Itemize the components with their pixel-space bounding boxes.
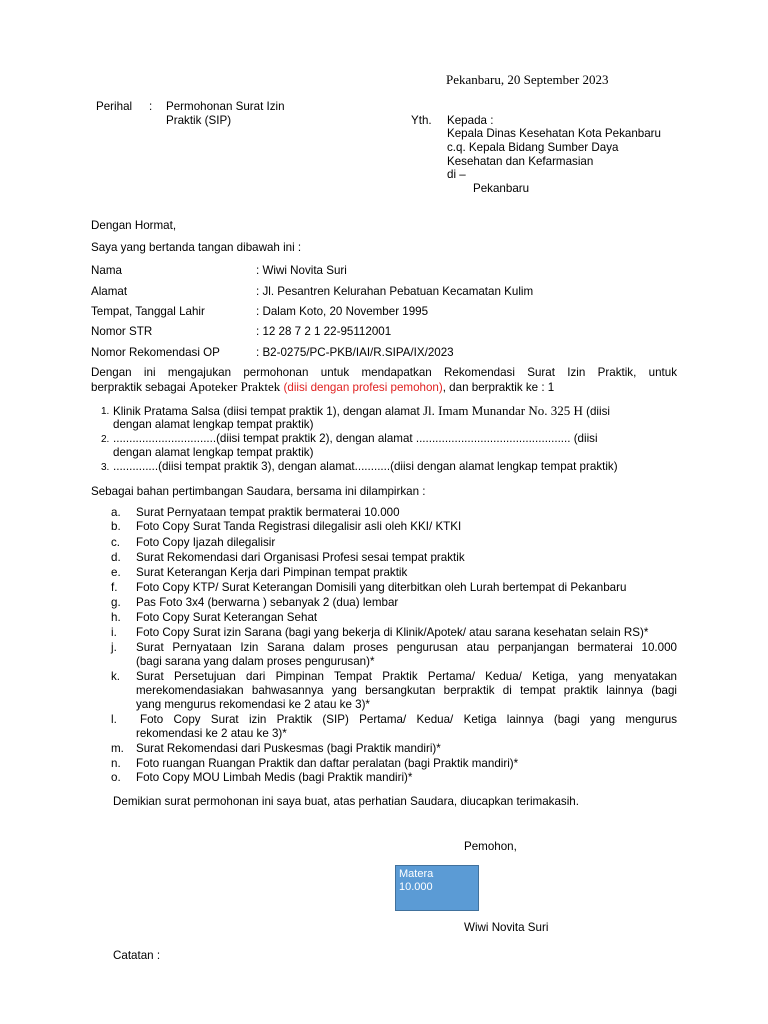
field-value-rekomendasi: : B2-0275/PC-PKB/IAI/R.SIPA/IX/2023 [256, 346, 454, 359]
place-number: 2. [101, 434, 110, 445]
list-marker: o. [111, 771, 121, 784]
request-line-1: Dengan ini mengajukan permohonan untuk mendapatkan Rekomendasi Surat Izin Praktik, untuk [91, 366, 677, 379]
field-label-nama: Nama [91, 264, 122, 277]
list-marker: d. [111, 551, 121, 564]
stamp-line-2: 10.000 [399, 881, 433, 893]
list-item: Surat Rekomendasi dari Puskesmas (bagi Praktik mandiri)* [136, 742, 441, 755]
place-1-text: Klinik Pratama Salsa (diisi tempat praktik 1), dengan alamat [113, 405, 423, 418]
list-item: Foto Copy Surat izin Praktik (SIP) Pertama/ Kedua/ Ketiga lainnya (bagi yang mengurus [140, 713, 677, 726]
greeting: Dengan Hormat, [91, 219, 177, 232]
yth-label: Yth. [411, 114, 432, 127]
note-label: Catatan : [113, 949, 161, 962]
place-1-address: Jl. Imam Munandar No. 325 H [422, 403, 583, 418]
list-item: Pas Foto 3x4 (berwarna ) sebanyak 2 (dua) lembar [136, 596, 399, 609]
place-2-line-2: dengan alamat lengkap tempat praktik) [113, 446, 314, 459]
list-marker: n. [111, 757, 121, 770]
signer-name: Wiwi Novita Suri [464, 921, 549, 934]
list-item: Surat Pernyataan tempat praktik bermaterai 10.000 [136, 506, 400, 519]
letter-date: Pekanbaru, 20 September 2023 [446, 72, 609, 87]
list-item: Surat Pernyataan Izin Sarana dalam proses pengurusan atau perpanjangan bermaterai 10.000 [136, 641, 677, 654]
list-item: Foto ruangan Ruangan Praktik dan daftar peralatan (bagi Praktik mandiri)* [136, 757, 519, 770]
list-marker: c. [111, 536, 121, 549]
recipient-line-4: di – [447, 168, 466, 181]
place-3-address: ........... [354, 460, 391, 473]
recipient-line-1: Kepala Dinas Kesehatan Kota Pekanbaru [447, 127, 661, 140]
recipient-line-3: Kesehatan dan Kefarmasian [447, 155, 594, 168]
list-marker: e. [111, 566, 121, 579]
list-item: Surat Rekomendasi dari Organisasi Profesi sesai tempat praktik [136, 551, 465, 564]
perihal-label: Perihal [96, 100, 133, 113]
list-item-continued: rekomendasi ke 2 atau ke 3)* [136, 727, 287, 740]
list-item: Foto Copy KTP/ Surat Keterangan Domisili yang diterbitkan oleh Lurah bertempat di Pekanbaru [136, 581, 627, 594]
intro-text: Saya yang bertanda tangan dibawah ini : [91, 241, 302, 254]
request-text: berpraktik sebagai [91, 381, 189, 394]
list-marker: f. [111, 581, 118, 594]
materai-stamp [395, 865, 479, 911]
place-2-address: ................................................ [415, 432, 571, 445]
place-3-text: ..............(diisi tempat praktik 3), dengan alamat [113, 460, 355, 473]
list-item: Surat Keterangan Kerja dari Pimpinan tempat praktik [136, 566, 408, 579]
place-1-line-2: dengan alamat lengkap tempat praktik) [113, 418, 314, 431]
perihal-colon: : [149, 100, 153, 113]
list-marker: m. [111, 742, 124, 755]
field-value-nama: : Wiwi Novita Suri [256, 264, 347, 277]
field-label-rekomendasi: Nomor Rekomendasi OP [91, 346, 220, 359]
place-number: 3. [101, 462, 110, 473]
list-item-continued: (bagi sarana yang dalam proses pengurusan)* [136, 655, 375, 668]
kepada-label: Kepada : [447, 114, 494, 127]
list-marker: h. [111, 611, 121, 624]
pemohon-label: Pemohon, [464, 840, 517, 853]
profession-hint: (diisi dengan profesi pemohon) [280, 381, 443, 394]
list-item: Foto Copy Surat Tanda Registrasi dilegalisir asli oleh KKI/ KTKI [136, 520, 462, 533]
perihal-line-2: Praktik (SIP) [166, 114, 232, 127]
place-1 [113, 404, 610, 419]
place-2 [113, 432, 598, 446]
list-marker: k. [111, 670, 121, 683]
place-2-hint: (diisi [570, 432, 598, 445]
place-2-text: ................................(diisi tempat praktik 2), dengan alamat [113, 432, 416, 445]
list-item: Surat Persetujuan dari Pimpinan Tempat Praktik Pertama/ Kedua/ Ketiga, yang menyatakan [136, 670, 677, 683]
list-item: Foto Copy Ijazah dilegalisir [136, 536, 276, 549]
list-marker: g. [111, 596, 121, 609]
list-item: Foto Copy MOU Limbah Medis (bagi Praktik mandiri)* [136, 771, 413, 784]
list-item: Foto Copy Surat izin Sarana (bagi yang bekerja di Klinik/Apotek/ atau sarana kesehatan selain RS)* [136, 626, 649, 639]
list-item-continued: merekomendasiakan bahwasannya yang bersangkutan berpraktik di tempat praktik lainnya (bagi [136, 684, 677, 697]
place-1-hint: (diisi [582, 405, 610, 418]
closing-text: Demikian surat permohonan ini saya buat, atas perhatian Saudara, diucapkan terimakasih. [113, 795, 579, 808]
field-value-alamat: : Jl. Pesantren Kelurahan Pebatuan Kecamatan Kulim [256, 285, 534, 298]
list-marker: l. [111, 713, 117, 726]
stamp-line-1: Matera [399, 868, 434, 880]
field-label-ttl: Tempat, Tanggal Lahir [91, 305, 205, 318]
place-3-hint: (diisi dengan alamat lengkap tempat praktik) [390, 460, 618, 473]
perihal-line-1: Permohonan Surat Izin [166, 100, 285, 113]
list-marker: i. [111, 626, 117, 639]
recipient-city: Pekanbaru [473, 182, 530, 195]
place-3 [113, 460, 618, 474]
list-item-continued: yang mengurus rekomendasi ke 2 atau ke 3)* [136, 698, 370, 711]
attachments-intro: Sebagai bahan pertimbangan Saudara, bersama ini dilampirkan : [91, 485, 426, 498]
list-marker: j. [111, 641, 117, 654]
list-item: Foto Copy Surat Keterangan Sehat [136, 611, 318, 624]
field-value-ttl: : Dalam Koto, 20 November 1995 [256, 305, 429, 318]
field-value-str: : 12 28 7 2 1 22-95112001 [256, 325, 392, 338]
profession: Apoteker Praktek [188, 379, 281, 394]
practice-count: , dan berpraktik ke : 1 [442, 381, 555, 394]
field-label-alamat: Alamat [91, 285, 128, 298]
list-marker: a. [111, 506, 121, 519]
field-label-str: Nomor STR [91, 325, 153, 338]
place-number: 1. [101, 406, 110, 417]
request-line-2 [91, 380, 554, 395]
recipient-line-2: c.q. Kepala Bidang Sumber Daya [447, 141, 619, 154]
list-marker: b. [111, 520, 121, 533]
